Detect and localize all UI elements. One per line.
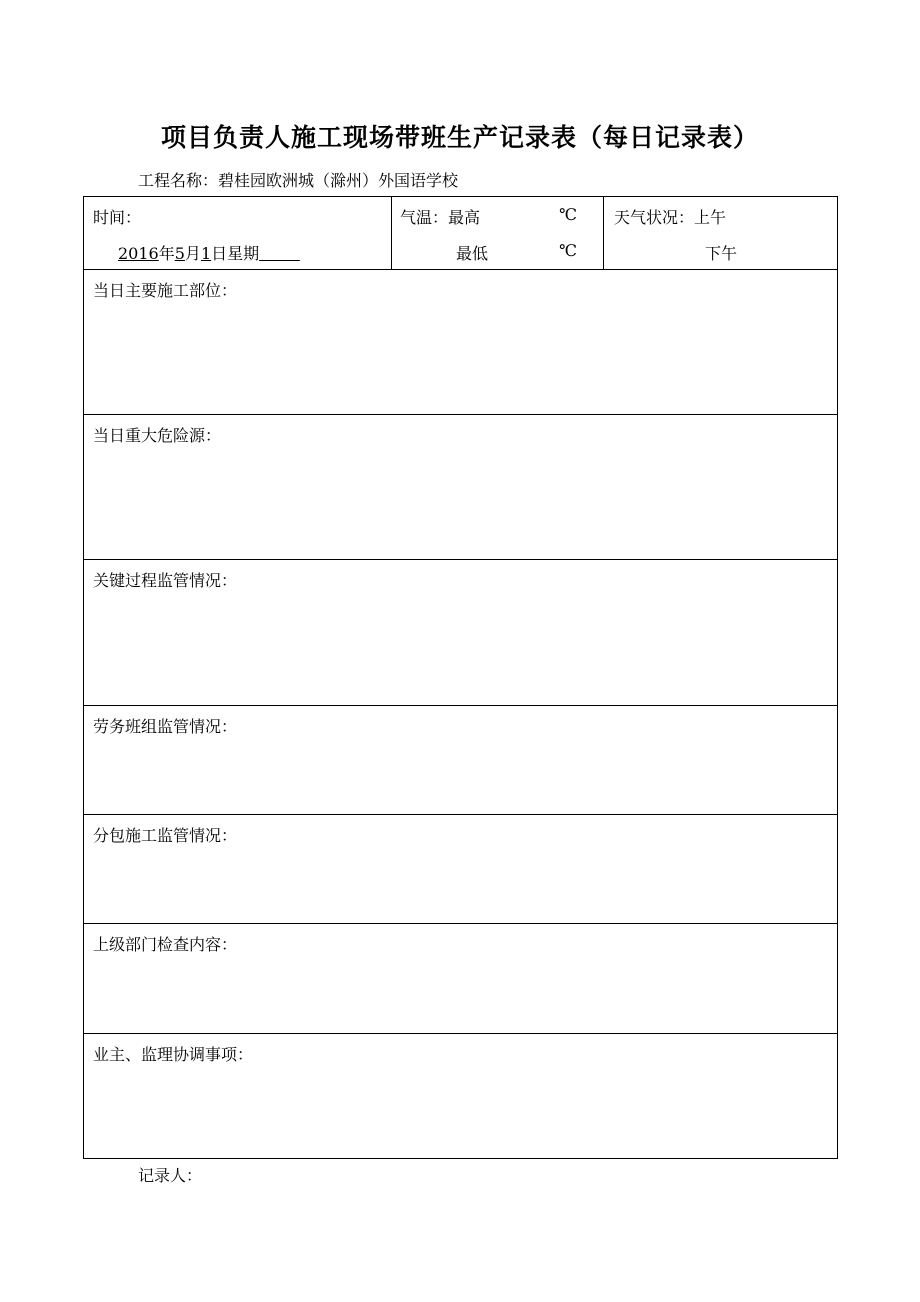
section-row-main-construction — [84, 270, 838, 415]
degree-low-symbol: ℃ — [559, 241, 577, 260]
temperature-low-label: 最低 — [456, 244, 489, 263]
section-label: 关键过程监管情况： — [93, 571, 238, 590]
day-value: 1 — [200, 244, 212, 263]
time-label: 时间： — [93, 208, 142, 227]
temperature-cell[interactable] — [392, 197, 604, 270]
section-label: 业主、监理协调事项： — [93, 1045, 254, 1064]
section-row-coordination — [84, 1034, 838, 1159]
page-title: 项目负责人施工现场带班生产记录表（每日记录表） — [160, 123, 759, 152]
section-row-key-process — [84, 560, 838, 706]
date-line — [118, 241, 300, 264]
weather-cell[interactable] — [604, 197, 838, 270]
section-cell[interactable] — [84, 924, 838, 1034]
month-unit: 月 — [184, 244, 201, 263]
section-cell[interactable] — [84, 270, 838, 415]
weather-am-label: 天气状况：上午 — [614, 208, 727, 227]
section-cell[interactable] — [84, 706, 838, 815]
temperature-high-label: 气温：最高 — [400, 208, 481, 227]
section-row-inspection — [84, 924, 838, 1034]
section-label: 上级部门检查内容： — [93, 935, 238, 954]
year-value: 2016 — [118, 244, 159, 263]
section-cell[interactable] — [84, 815, 838, 924]
recorder-label: 记录人： — [138, 1166, 203, 1185]
record-form-table — [83, 196, 838, 1159]
project-name: 工程名称：碧桂园欧洲城（滁州）外国语学校 — [138, 171, 459, 190]
section-label: 劳务班组监管情况： — [93, 717, 238, 736]
month-value: 5 — [174, 244, 185, 263]
section-label: 分包施工监管情况： — [93, 826, 238, 845]
section-label: 当日主要施工部位： — [93, 281, 238, 300]
time-cell[interactable] — [84, 197, 392, 270]
day-unit: 日星期 — [211, 244, 260, 263]
degree-high-symbol: ℃ — [559, 205, 577, 224]
section-row-hazards — [84, 415, 838, 560]
section-cell[interactable] — [84, 1034, 838, 1159]
section-label: 当日重大危险源： — [93, 426, 222, 445]
year-unit: 年 — [158, 244, 175, 263]
section-cell[interactable] — [84, 415, 838, 560]
section-row-labor-team — [84, 706, 838, 815]
weekday-blank[interactable] — [259, 244, 300, 263]
weather-pm-label: 下午 — [705, 244, 738, 263]
header-row — [84, 197, 838, 270]
section-cell[interactable] — [84, 560, 838, 706]
section-row-subcontract — [84, 815, 838, 924]
